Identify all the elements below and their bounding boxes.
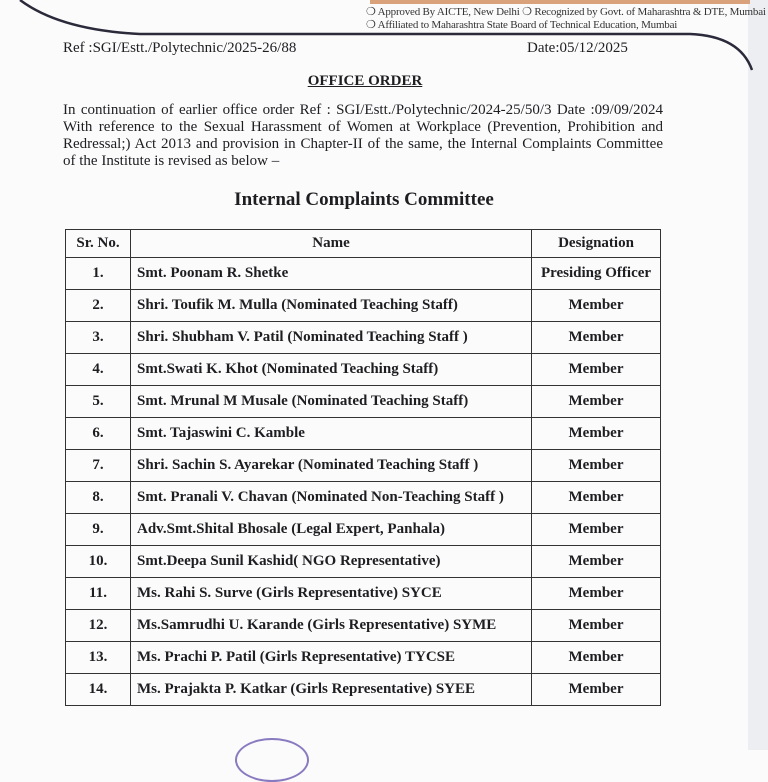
sr-no-cell: 14. xyxy=(66,674,131,706)
reference-number: Ref :SGI/Estt./Polytechnic/2025-26/88 xyxy=(63,40,297,56)
table-header-row xyxy=(66,230,661,258)
table-row xyxy=(66,482,661,514)
table-row xyxy=(66,354,661,386)
designation-cell: Member xyxy=(532,674,661,706)
table-row xyxy=(66,642,661,674)
name-cell: Ms. Prachi P. Patil (Girls Representative) TYCSE xyxy=(131,642,532,674)
name-cell: Shri. Shubham V. Patil (Nominated Teaching Staff ) xyxy=(131,322,532,354)
designation-cell: Member xyxy=(532,514,661,546)
name-cell: Shri. Toufik M. Mulla (Nominated Teaching Staff) xyxy=(131,290,532,322)
order-date: Date:05/12/2025 xyxy=(527,40,628,56)
committee-table xyxy=(65,229,661,706)
sr-no-cell: 6. xyxy=(66,418,131,450)
sr-no-cell: 1. xyxy=(66,258,131,290)
name-cell: Smt. Tajaswini C. Kamble xyxy=(131,418,532,450)
scan-edge xyxy=(748,0,768,750)
name-cell: Smt. Mrunal M Musale (Nominated Teaching Staff) xyxy=(131,386,532,418)
designation-cell: Member xyxy=(532,290,661,322)
table-row xyxy=(66,674,661,706)
table-row xyxy=(66,450,661,482)
designation-cell: Member xyxy=(532,450,661,482)
table-row xyxy=(66,546,661,578)
designation-cell: Member xyxy=(532,642,661,674)
name-cell: Shri. Sachin S. Ayarekar (Nominated Teaching Staff ) xyxy=(131,450,532,482)
document-title: OFFICE ORDER xyxy=(307,73,423,89)
name-cell: Smt. Poonam R. Shetke xyxy=(131,258,532,290)
sr-no-cell: 11. xyxy=(66,578,131,610)
name-cell: Smt. Pranali V. Chavan (Nominated Non-Teaching Staff ) xyxy=(131,482,532,514)
header-name: Name xyxy=(131,230,532,258)
sr-no-cell: 5. xyxy=(66,386,131,418)
committee-heading: Internal Complaints Committee xyxy=(234,189,494,210)
name-cell: Adv.Smt.Shital Bhosale (Legal Expert, Panhala) xyxy=(131,514,532,546)
table-row xyxy=(66,290,661,322)
sr-no-cell: 13. xyxy=(66,642,131,674)
table-row xyxy=(66,386,661,418)
name-cell: Ms. Prajakta P. Katkar (Girls Representative) SYEE xyxy=(131,674,532,706)
table-row xyxy=(66,322,661,354)
sr-no-cell: 8. xyxy=(66,482,131,514)
sr-no-cell: 7. xyxy=(66,450,131,482)
name-cell: Ms. Rahi S. Surve (Girls Representative) SYCE xyxy=(131,578,532,610)
table-row xyxy=(66,418,661,450)
table-row xyxy=(66,610,661,642)
name-cell: Smt.Deepa Sunil Kashid( NGO Representative) xyxy=(131,546,532,578)
affiliation-line: ❍ Approved By AICTE, New Delhi ❍ Recognized by Govt. of Maharashtra & DTE, Mumbai xyxy=(366,6,766,18)
sr-no-cell: 2. xyxy=(66,290,131,322)
designation-cell: Member xyxy=(532,322,661,354)
designation-cell: Member xyxy=(532,546,661,578)
designation-cell: Member xyxy=(532,482,661,514)
affiliation-line: ❍ Affiliated to Maharashtra State Board of Technical Education, Mumbai xyxy=(366,19,678,31)
designation-cell: Member xyxy=(532,578,661,610)
sr-no-cell: 12. xyxy=(66,610,131,642)
institute-seal xyxy=(235,738,309,782)
table-row xyxy=(66,514,661,546)
designation-cell: Member xyxy=(532,386,661,418)
header-designation: Designation xyxy=(532,230,661,258)
designation-cell: Presiding Officer xyxy=(532,258,661,290)
sr-no-cell: 3. xyxy=(66,322,131,354)
header-sr-no: Sr. No. xyxy=(66,230,131,258)
name-cell: Smt.Swati K. Khot (Nominated Teaching Staff) xyxy=(131,354,532,386)
designation-cell: Member xyxy=(532,610,661,642)
sr-no-cell: 10. xyxy=(66,546,131,578)
table-row xyxy=(66,578,661,610)
sr-no-cell: 9. xyxy=(66,514,131,546)
table-row xyxy=(66,258,661,290)
designation-cell: Member xyxy=(532,354,661,386)
order-paragraph: In continuation of earlier office order Ref : SGI/Estt./Polytechnic/2024-25/50/3 Date :09/09/2024 With reference to the Sexual Harassment of Women at Workplace (Prevention, Prohibition and Redressal;) Act 2013 and provision in Chapter-II of the same, the Internal Complaints Committee of the Institute is revised as below – xyxy=(63,102,663,169)
name-cell: Ms.Samrudhi U. Karande (Girls Representative) SYME xyxy=(131,610,532,642)
designation-cell: Member xyxy=(532,418,661,450)
sr-no-cell: 4. xyxy=(66,354,131,386)
